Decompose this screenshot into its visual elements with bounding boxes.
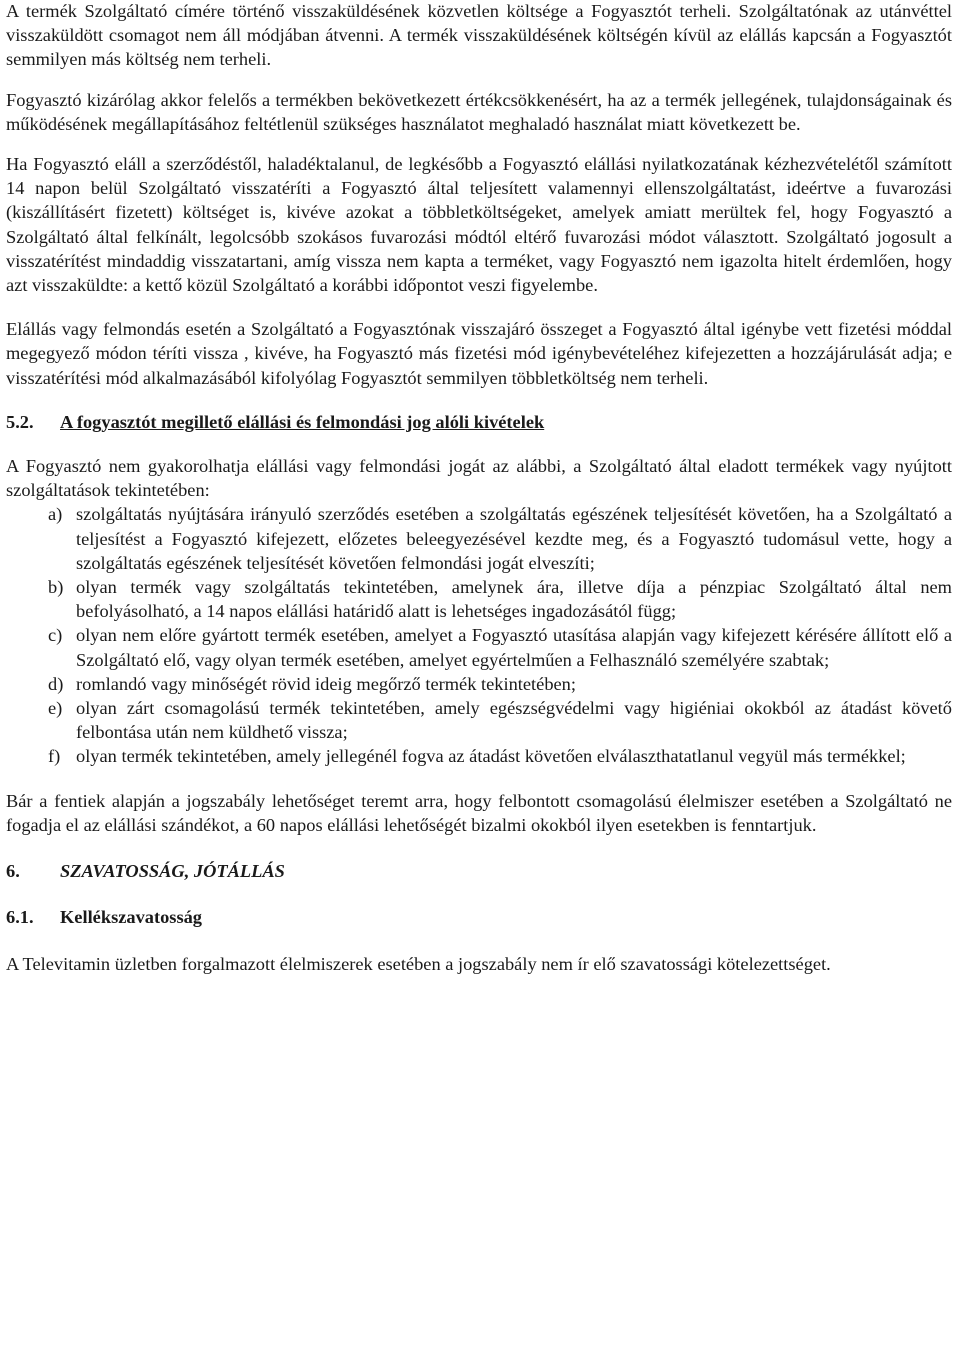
list-marker: f) [48, 746, 61, 767]
list-item [6, 696, 952, 744]
list-item [6, 623, 952, 671]
list-item [6, 744, 952, 768]
exceptions-list [6, 502, 952, 768]
list-item [6, 672, 952, 696]
section-title: SZAVATOSSÁG, JÓTÁLLÁS [60, 861, 285, 882]
section-title: Kellékszavatosság [60, 907, 203, 928]
list-marker: e) [48, 698, 63, 719]
list-item-text: olyan termék vagy szolgáltatás tekintetében, amelynek ára, illetve díja a pénzpiac Szolgáltató által nem befolyásolható, a 14 napos elállási határidő alatt is lehetséges ingadozásától függ; [76, 577, 952, 622]
paragraph-exceptions-intro: A Fogyasztó nem gyakorolhatja elállási vagy felmondási jogát az alábbi, a Szolgáltató által eladott termékek vagy nyújtott szolgáltatások tekintetében: [6, 456, 952, 501]
section-number: 6. [6, 861, 20, 882]
paragraph-return-cost: A termék Szolgáltató címére történő visszaküldésének közvetlen költsége a Fogyasztót terheli. Szolgáltatónak az utánvéttel visszaküldött csomagot nem áll módjában átvenni. A termék visszaküldésének költségén kívül az elállás kapcsán a Fogyasztót semmilyen más költség nem terheli. [6, 1, 952, 70]
section-heading-6-1 [6, 905, 952, 929]
list-item-text: szolgáltatás nyújtására irányuló szerződés esetében a szolgáltatás egészének teljesítését követően, ha a Szolgáltató a teljesítést a Fogyasztó kifejezett, előzetes beleegyezésével kezdte meg, és a Fogyasztó tudomásul vette, hogy a szolgáltatás egészének teljesítését követően felmondási jogát elveszíti; [76, 504, 952, 573]
list-item-text: romlandó vagy minőségét rövid ideig megőrző termék tekintetében; [76, 673, 576, 694]
list-marker: a) [48, 504, 63, 525]
list-marker: c) [48, 625, 63, 646]
section-heading-5-2 [6, 410, 952, 434]
list-item-text: olyan zárt csomagolású termék tekintetében, amely egészségvédelmi vagy higiéniai okokból az átadást követő felbontása után nem küldhető vissza; [76, 698, 952, 743]
section-number: 5.2. [6, 411, 34, 432]
list-item [6, 575, 952, 623]
paragraph-warranty: A Televitamin üzletben forgalmazott élelmiszerek esetében a jogszabály nem ír elő szavatossági kötelezettséget. [6, 953, 831, 974]
paragraph-food-withdrawal: Bár a fentiek alapján a jogszabály lehetőséget teremt arra, hogy felbontott csomagolású élelmiszer esetében a Szolgáltató ne fogadja el az elállási szándékot, a 60 napos elállási lehetőségét bizalmi okokból ilyen esetekben is fenntartjuk. [6, 790, 952, 835]
list-item-text: olyan termék tekintetében, amely jellegénél fogva az átadást követően elválaszthatatlanul vegyül más termékkel; [76, 746, 906, 767]
section-number: 6.1. [6, 907, 34, 928]
paragraph-depreciation: Fogyasztó kizárólag akkor felelős a termékben bekövetkezett értékcsökkenésért, ha az a termék jellegének, tulajdonságainak és működésének megállapításához feltétlenül szükséges használatot meghaladó használat miatt következett be. [6, 89, 952, 134]
paragraph-refund-method: Elállás vagy felmondás esetén a Szolgáltató a Fogyasztónak visszajáró összeget a Fogyasztó által igénybe vett fizetési móddal megegyező módon téríti vissza , kivéve, ha Fogyasztó más fizetési mód igénybevételéhez kifejezetten a hozzájárulását adja; e visszatérítési mód alkalmazásából kifolyólag Fogyasztót semmilyen többletköltség nem terheli. [6, 319, 952, 388]
paragraph-refund: Ha Fogyasztó eláll a szerződéstől, haladéktalanul, de legkésőbb a Fogyasztó elállási nyilatkozatának kézhezvételétől számított 14 napon belül Szolgáltató visszatéríti a Fogyasztó által teljesített valamennyi ellenszolgáltatást, ideértve a fuvarozási (kiszállításért fizetett) költséget is, kivéve azokat a többletköltségeket, amelyek amiatt merültek fel, hogy Fogyasztó a Szolgáltató által felkínált, legolcsóbb szokásos fuvarozási módtól eltérő fuvarozási módot választott. Szolgáltató jogosult a visszatérítést mindaddig visszatartani, amíg vissza nem kapta a terméket, vagy Fogyasztó nem igazolta hitelt érdemlően, hogy azt visszaküldte: a kettő közül Szolgáltató a korábbi időpontot veszi figyelembe. [6, 154, 952, 296]
list-item [6, 502, 952, 575]
section-heading-6 [6, 859, 952, 883]
list-item-text: olyan nem előre gyártott termék esetében, amelyet a Fogyasztó utasítása alapján vagy kifejezett kérésére állított elő a Szolgáltató elő, vagy olyan termék esetében, amelyet egyértelműen a Felhasználó személyére szabtak; [76, 625, 952, 670]
section-title: A fogyasztót megillető elállási és felmondási jog alóli kivételek [60, 411, 545, 432]
list-marker: d) [48, 673, 64, 694]
list-marker: b) [48, 577, 64, 598]
